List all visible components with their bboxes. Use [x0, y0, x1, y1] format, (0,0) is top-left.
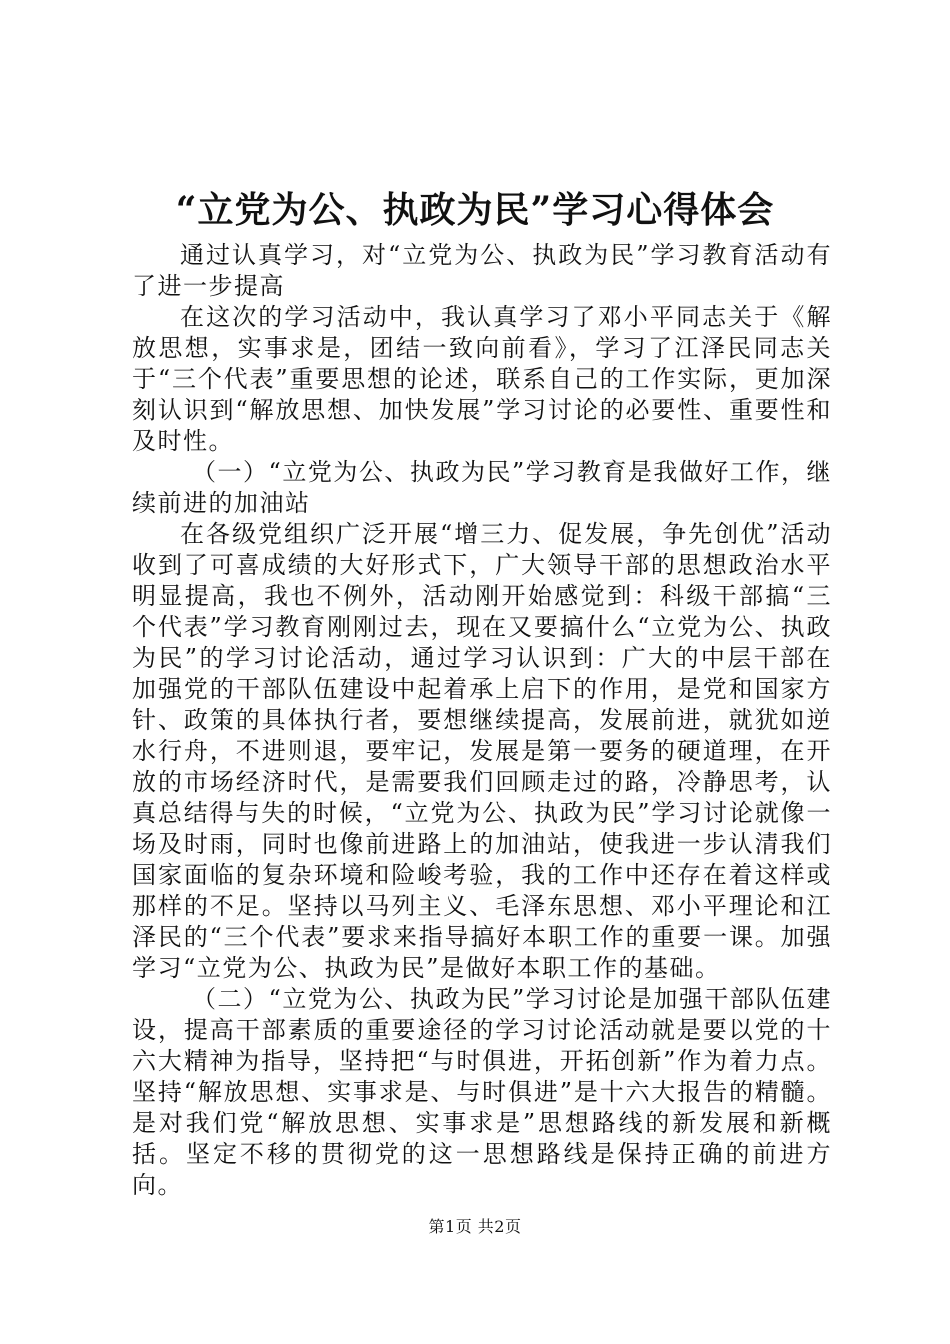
paragraph-section-one-body: 在各级党组织广泛开展“增三力、促发展，争先创优”活动收到了可喜成绩的大好形式下，广大领导干部的思想政治水平明显提高，我也不例外，活动刚开始感觉到：科级干部搞“三个代表”学习教育刚刚过去，现在又要搞什么“立党为公、执政为民”的学习讨论活动，通过学习认识到：广大的中层干部在加强党的干部队伍建设中起着承上启下的作用，是党和国家方针、政策的具体执行者，要想继续提高，发展前进，就犹如逆水行舟，不进则退，要牢记，发展是第一要务的硬道理，在开放的市场经济时代，是需要我们回顾走过的路，冷静思考，认真总结得与失的时候，“立党为公、执政为民”学习讨论就像一场及时雨，同时也像前进路上的加油站，使我进一步认清我们国家面临的复杂环境和险峻考验，我的工作中还存在着这样或那样的不足。坚持以马列主义、毛泽东思想、邓小平理论和江泽民的“三个代表”要求来指导搞好本职工作的重要一课。加强学习“立党为公、执政为民”是做好本职工作的基础。	[132, 520, 832, 982]
section-heading-one: （一）“立党为公、执政为民”学习教育是我做好工作，继续前进的加油站	[132, 458, 832, 517]
paragraph-study-activity: 在这次的学习活动中，我认真学习了邓小平同志关于《解放思想，实事求是，团结一致向前看》，学习了江泽民同志关于“三个代表”重要思想的论述，联系自己的工作实际，更加深刻认识到“解放思想、加快发展”学习讨论的必要性、重要性和及时性。	[132, 303, 832, 455]
document-body	[132, 240, 832, 1201]
page-footer: 第1页 共2页	[428, 1217, 522, 1236]
document-title: “立党为公、执政为民”学习心得体会	[175, 189, 775, 231]
paragraph-intro: 通过认真学习，对“立党为公、执政为民”学习教育活动有了进一步提高	[132, 241, 832, 300]
paragraph-section-two: （二）“立党为公、执政为民”学习讨论是加强干部队伍建设，提高干部素质的重要途径的学习讨论活动就是要以党的十六大精神为指导，坚持把“与时俱进，开拓创新”作为着力点。坚持“解放思想、实事求是、与时俱进”是十六大报告的精髓。是对我们党“解放思想、实事求是”思想路线的新发展和新概括。坚定不移的贯彻党的这一思想路线是保持正确的前进方向。	[132, 985, 832, 1199]
